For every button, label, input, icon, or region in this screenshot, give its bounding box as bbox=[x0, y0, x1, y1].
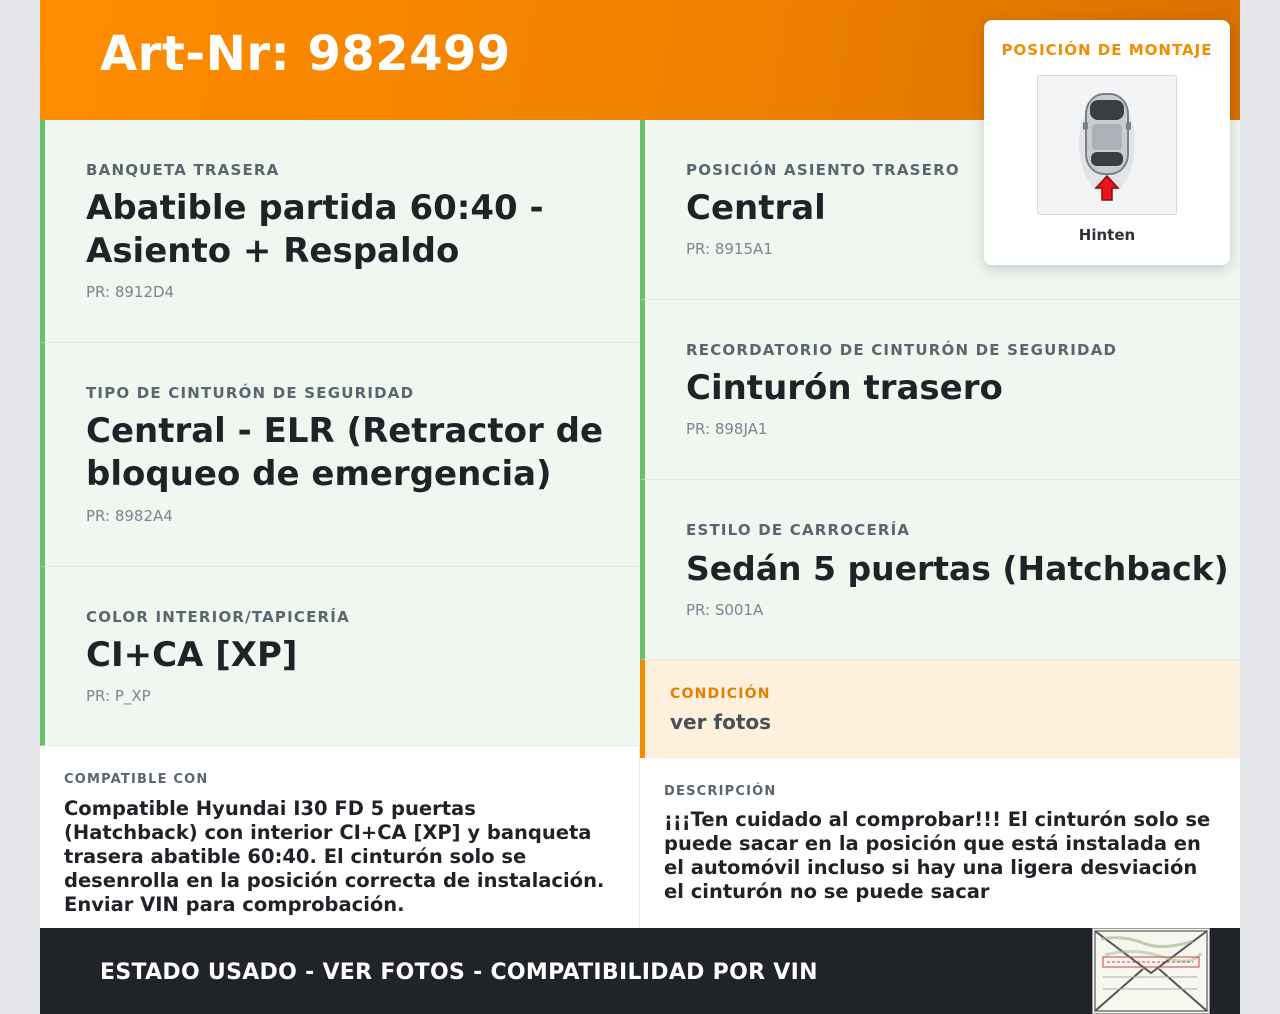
description-text: ¡¡¡Ten cuidado al comprobar!!! El cinturón solo se puede sacar en la posición que está instalada en el automóvil incluso si hay una ligera desviación el cinturón no se puede sacar bbox=[664, 808, 1211, 903]
spec-label: BANQUETA TRASERA bbox=[86, 161, 280, 179]
mounting-position-image bbox=[1037, 75, 1177, 215]
mounting-position-card bbox=[984, 20, 1230, 265]
spec-pr-code: PR: 8982A4 bbox=[86, 507, 173, 525]
compatibility-label: COMPATIBLE CON bbox=[64, 772, 209, 787]
product-sheet bbox=[40, 0, 1240, 1014]
spec-pr-code: PR: 898JA1 bbox=[686, 420, 768, 438]
spec-pr-code: PR: 8912D4 bbox=[86, 283, 175, 301]
spec-interior-color bbox=[40, 567, 640, 746]
spec-value: Central bbox=[686, 188, 826, 228]
spec-value: Cinturón trasero bbox=[686, 368, 1003, 408]
compatibility-section bbox=[40, 746, 639, 928]
article-number-title: Art-Nr: 982499 bbox=[100, 26, 511, 82]
document-image-icon bbox=[1093, 929, 1209, 1013]
description-label: DESCRIPCIÓN bbox=[664, 784, 777, 799]
spec-rear-bench bbox=[40, 120, 640, 343]
spec-pr-code: PR: S001A bbox=[686, 601, 764, 619]
spec-value: CI+CA [XP] bbox=[86, 635, 298, 675]
spec-value: Sedán 5 puertas (Hatchback) bbox=[686, 549, 1229, 588]
spec-pr-code: PR: 8915A1 bbox=[686, 240, 773, 258]
spec-label: POSICIÓN ASIENTO TRASERO bbox=[686, 161, 960, 179]
spec-pr-code: PR: P_XP bbox=[86, 687, 151, 705]
mounting-position-caption: Hinten bbox=[1078, 226, 1136, 244]
car-top-view-rear-arrow-icon bbox=[1038, 76, 1176, 214]
spec-label: RECORDATORIO DE CINTURÓN DE SEGURIDAD bbox=[686, 341, 1118, 359]
footer-bar bbox=[40, 928, 1240, 1014]
mounting-position-label: POSICIÓN DE MONTAJE bbox=[1001, 41, 1213, 59]
spec-belt-type bbox=[40, 343, 640, 567]
spec-body-style bbox=[640, 480, 1240, 660]
vehicle-document-thumbnail[interactable] bbox=[1092, 928, 1210, 1014]
footer-text: ESTADO USADO - VER FOTOS - COMPATIBILIDAD POR VIN bbox=[100, 960, 818, 985]
spec-value: Abatible partida 60:40 - Asiento + Respaldo bbox=[86, 188, 544, 271]
condition-value: ver fotos bbox=[670, 710, 772, 734]
compatibility-text: Compatible Hyundai I30 FD 5 puertas (Hatchback) con interior CI+CA [XP] y banqueta trasera abatible 60:40. El cinturón solo se desenrolla en la posición correcta de instalación. Enviar VIN para comprobación. bbox=[64, 797, 605, 916]
condition-label: CONDICIÓN bbox=[670, 686, 771, 702]
spec-value: Central - ELR (Retractor de bloqueo de emergencia) bbox=[86, 411, 604, 494]
condition-box bbox=[640, 660, 1240, 758]
spec-belt-reminder bbox=[640, 300, 1240, 480]
description-section bbox=[640, 758, 1240, 928]
spec-label: TIPO DE CINTURÓN DE SEGURIDAD bbox=[86, 384, 415, 402]
spec-label: ESTILO DE CARROCERÍA bbox=[686, 521, 911, 539]
spec-label: COLOR INTERIOR/TAPICERÍA bbox=[86, 608, 350, 626]
